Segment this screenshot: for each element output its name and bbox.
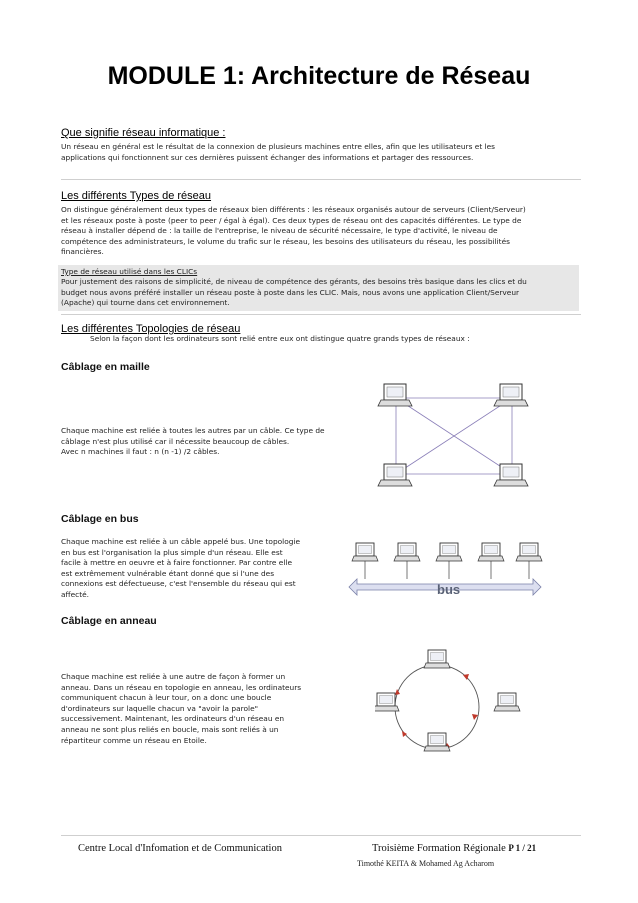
bus-description: [61, 537, 331, 601]
text-line: Chaque machine est reliée à une autre de façon à former un: [61, 672, 286, 681]
footer-training: Troisième Formation Régionale: [372, 843, 506, 854]
text-line: en bus est l'organisation la plus simple d'un réseau. Elle est: [61, 547, 283, 557]
computer-icon: [394, 543, 420, 561]
section-heading-types: Les différents Types de réseau: [61, 190, 212, 202]
section-text-types: [61, 205, 581, 258]
ring-arrow: [395, 689, 400, 695]
page-title: MODULE 1: Architecture de Réseau: [107, 62, 531, 90]
footer-authors: Timothé KEITA & Mohamed Ag Acharom: [357, 859, 495, 868]
computer-icon: [378, 384, 412, 406]
computer-icon: [494, 693, 520, 711]
computer-icon: [375, 693, 399, 711]
text-line: est extrêmement vulnérable étant donné que si l'une des: [61, 568, 275, 578]
computer-icon: [424, 733, 450, 751]
computer-icon: [494, 464, 528, 486]
text-line: anneau. Dans un réseau en topologie en anneau, les ordinateurs: [61, 682, 302, 692]
text-line: Pour justement des raisons de simplicité, de niveau de compétence des gérants, des besoins très basique dans les clics et du: [61, 277, 527, 286]
computer-icon: [352, 543, 378, 561]
divider: [61, 314, 581, 315]
bus-diagram: [345, 535, 545, 605]
ring-diagram: [375, 645, 525, 760]
heading-ring: Câblage en anneau: [61, 615, 157, 627]
bus-label: bus: [437, 582, 461, 597]
text-line: Avec n machines il faut : n (n -1) /2 câbles.: [61, 447, 220, 457]
text-line: Un réseau en général est le résultat de la connexion de plusieurs machines entre elles, afin que les utilisateurs et les: [61, 142, 496, 151]
heading-bus: Câblage en bus: [61, 513, 139, 525]
computer-icon: [424, 650, 450, 668]
mesh-diagram: [370, 378, 540, 498]
text-line: Chaque machine est reliée à toutes les autres par un câble. Ce type de: [61, 426, 325, 435]
text-line: financières.: [61, 247, 104, 257]
bus-drops: [365, 561, 529, 579]
text-line: connexions est défectueuse, c'est l'ensemble du réseau qui est: [61, 579, 296, 589]
text-line: budget nous avons préféré installer un réseau poste à poste dans les CLIC. Mais, nous avons une application Client/Serveur: [61, 287, 520, 297]
page-number: P 1 / 21: [508, 843, 537, 853]
text-line: répartiteur comme un réseau en Etoile.: [61, 735, 207, 745]
computer-icon: [494, 384, 528, 406]
clics-text: [61, 277, 581, 309]
topologies-intro: Selon la façon dont les ordinateurs sont relié entre eux ont distingue quatre grands types de réseaux :: [90, 334, 470, 343]
computer-icon: [436, 543, 462, 561]
text-line: affecté.: [61, 589, 90, 599]
mesh-links: [396, 398, 512, 474]
computer-icon: [478, 543, 504, 561]
heading-mesh: Câblage en maille: [61, 361, 150, 373]
text-line: anneau ne sont plus reliés en boucle, mais sont reliés à un: [61, 724, 279, 734]
clics-heading: Type de réseau utilisé dans les CLICs: [61, 267, 198, 276]
text-line: câblage n'est plus utilisé car il nécessite beaucoup de câbles.: [61, 436, 290, 446]
text-line: Chaque machine est reliée à un câble appelé bus. Une topologie: [61, 537, 301, 546]
text-line: réseau à installer dépend de : la taille de l'entreprise, le niveau de sécurité nécessaire, le type d'activité, le niveau de: [61, 226, 498, 236]
footer-right: [372, 843, 582, 854]
footer-divider: [61, 835, 581, 836]
text-line: compétence des administrateurs, le volume du trafic sur le réseau, les besoins des utilisateurs du réseau, les possibilités: [61, 236, 510, 246]
divider: [61, 179, 581, 180]
text-line: d'ordinateurs sur laquelle chacun va "avoir la parole": [61, 703, 259, 713]
section-text-network: [61, 142, 581, 163]
computer-icon: [516, 543, 542, 561]
text-line: successivement. Maintenant, les ordinateurs d'un réseau en: [61, 714, 285, 724]
text-line: facile à mettre en oeuvre et à faire fonctionner. Par contre elle: [61, 558, 292, 568]
section-heading-network: Que signifie réseau informatique :: [61, 127, 226, 139]
footer-organization: Centre Local d'Infomation et de Communication: [78, 843, 282, 854]
section-heading-topologies: Les différentes Topologies de réseau: [61, 323, 241, 335]
text-line: applications qui fonctionnent sur ces dernières puissent échanger des informations et partager des ressources.: [61, 152, 474, 162]
text-line: communiquent chacun à leur tour, on a donc une boucle: [61, 693, 272, 703]
ring-description: [61, 672, 341, 746]
text-line: et les réseaux poste à poste (peer to peer / égal à égal). Ces deux types de réseau ont des capacités différentes. Le type de: [61, 215, 522, 225]
mesh-description: [61, 426, 361, 458]
text-line: On distingue généralement deux types de réseaux bien différents : les réseaux organisés autour de serveurs (Client/Serveur): [61, 205, 526, 214]
text-line: (Apache) qui tourne dans cet environnement.: [61, 298, 230, 308]
